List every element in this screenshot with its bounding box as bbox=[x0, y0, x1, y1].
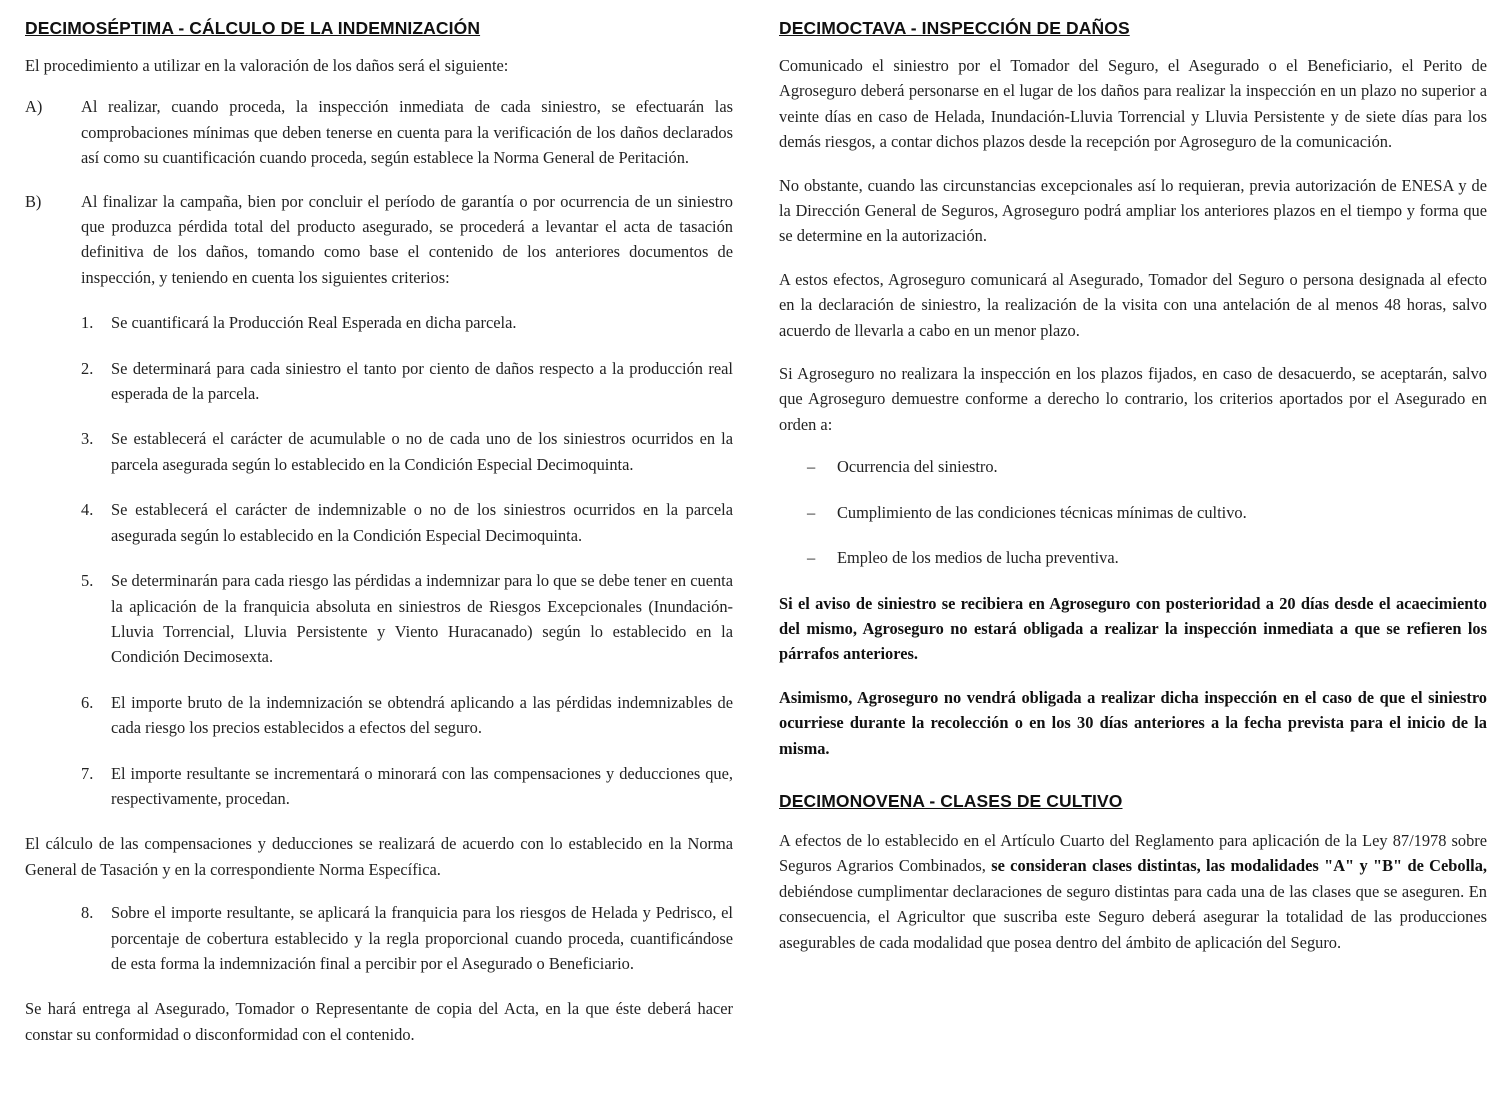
list-marker: 7. bbox=[81, 763, 94, 783]
list-item-text: Sobre el importe resultante, se aplicará la franquicia para los riesgos de Helada y Pedrisco, el porcentaje de cobertura establecido y la regla proporcional cuando proceda, cuantificándose de esta forma la indemnización final a percibir por el Asegurado o Beneficiario. bbox=[111, 903, 733, 973]
dash-item bbox=[779, 545, 1487, 570]
dash-marker: – bbox=[807, 457, 816, 477]
dash-marker: – bbox=[807, 548, 816, 568]
list-item-text: Se establecerá el carácter de acumulable o no de cada uno de los siniestros ocurridos en la parcela asegurada según lo establecido en la Condición Especial Decimoquinta. bbox=[111, 429, 733, 474]
paragraph-bold-text: se consideran clases distintas, las modalidades "A" y "B" de Cebolla, bbox=[991, 856, 1487, 876]
paragraph-extension: No obstante, cuando las circunstancias excepcionales así lo requieran, previa autorización de ENESA y de la Dirección General de Seguros, Agroseguro podrá ampliar los anteriores plazos en el tiempo y forma que se determine en la autorización. bbox=[779, 175, 1487, 246]
dash-list bbox=[779, 454, 1487, 570]
list-marker: A) bbox=[25, 97, 43, 117]
section-heading-decimonovena: DECIMONOVENA - CLASES DE CULTIVO bbox=[779, 790, 1123, 811]
list-item-a bbox=[25, 94, 733, 170]
dash-item-text: Cumplimiento de las condiciones técnicas mínimas de cultivo. bbox=[837, 502, 1247, 522]
intro-paragraph: El procedimiento a utilizar en la valoración de los daños será el siguiente: bbox=[25, 56, 509, 75]
bold-paragraph-late-notice: Si el aviso de siniestro se recibiera en Agroseguro con posterioridad a 20 días desde el acaecimiento del mismo, Agroseguro no estará obligada a realizar la inspección inmediata a que se refieren los párrafos anteriores. bbox=[779, 593, 1487, 664]
dash-marker: – bbox=[807, 502, 816, 522]
list-item-text: Se determinará para cada siniestro el tanto por ciento de daños respecto a la producción real esperada de la parcela. bbox=[111, 358, 733, 404]
list-item-text: Se cuantificará la Producción Real Esperada en dicha parcela. bbox=[111, 313, 517, 333]
list-marker: 4. bbox=[81, 500, 94, 520]
criteria-item-6 bbox=[25, 690, 733, 741]
section-heading-decimoseptima: DECIMOSÉPTIMA - CÁLCULO DE LA INDEMNIZACIÓN bbox=[25, 18, 481, 38]
left-column bbox=[25, 0, 733, 1047]
list-item-text: Se establecerá el carácter de indemnizable o no de los siniestros ocurridos en la parcela asegurada según lo establecido en la Condición Especial Decimoquinta. bbox=[111, 500, 733, 545]
list-marker: B) bbox=[25, 191, 42, 211]
list-item-b bbox=[25, 189, 733, 291]
criteria-item-7 bbox=[25, 761, 733, 812]
dash-item bbox=[779, 454, 1487, 479]
criteria-item-3 bbox=[25, 426, 733, 477]
calculation-paragraph: El cálculo de las compensaciones y deducciones se realizará de acuerdo con lo establecido en la Norma General de Tasación y en la correspondiente Norma Específica. bbox=[25, 834, 733, 879]
closing-paragraph: Se hará entrega al Asegurado, Tomador o Representante de copia del Acta, en la que éste deberá hacer constar su conformidad o disconformidad con el contenido. bbox=[25, 999, 733, 1044]
list-item-text: Al realizar, cuando proceda, la inspección inmediata de cada siniestro, se efectuarán las comprobaciones mínimas que deben tenerse en cuenta para la verificación de los daños declarados así como su cuantificación cuando proceda, según establece la Norma General de Peritación. bbox=[81, 97, 733, 168]
criteria-item-1 bbox=[25, 310, 733, 335]
dash-item bbox=[779, 500, 1487, 525]
criteria-item-8 bbox=[25, 900, 733, 976]
list-marker: 1. bbox=[81, 313, 94, 333]
list-marker: 6. bbox=[81, 692, 94, 712]
criteria-item-5 bbox=[25, 568, 733, 670]
dash-item-text: Empleo de los medios de lucha preventiva. bbox=[837, 548, 1119, 568]
list-item-text: Se determinarán para cada riesgo las pérdidas a indemnizar para lo que se debe tener en cuenta la aplicación de la franquicia absoluta en siniestros de Riesgos Excepcionales (Inundación-Lluvia Torrencial, Lluvia Persistente y Viento Huracanado) según lo establecido en la Condición Decimosexta. bbox=[111, 571, 733, 667]
paragraph-text: A efectos de lo establecido en el Artículo Cuarto del Reglamento para aplicación de la Ley 87/1978 sobre Seguros Agrarios Combinados, bbox=[779, 830, 1487, 876]
paragraph-communication: Comunicado el siniestro por el Tomador del Seguro, el Asegurado o el Beneficiario, el Perito de Agroseguro deberá personarse en el lugar de los daños para realizar la inspección en un plazo no superior a veinte días en caso de Helada, Inundación-Lluvia Torrencial y Lluvia Persistente y de siete días para los demás riesgos, a contar dichos plazos desde la recepción por Agroseguro de la comunicación. bbox=[779, 56, 1487, 152]
paragraph-crop-classes bbox=[779, 828, 1487, 955]
list-marker: 8. bbox=[81, 903, 94, 923]
paragraph-disagreement: Si Agroseguro no realizara la inspección en los plazos fijados, en caso de desacuerdo, se aceptarán, salvo que Agroseguro demuestre conforme a derecho lo contrario, los criterios aportados por el Asegurado en orden a: bbox=[779, 364, 1487, 434]
criteria-item-4 bbox=[25, 497, 733, 548]
list-item-text: El importe resultante se incrementará o minorará con las compensaciones y deducciones que, respectivamente, procedan. bbox=[111, 763, 733, 808]
right-column bbox=[779, 0, 1487, 955]
criteria-list bbox=[25, 310, 733, 811]
dash-item-text: Ocurrencia del siniestro. bbox=[837, 457, 998, 477]
section-heading-decimoctava: DECIMOCTAVA - INSPECCIÓN DE DAÑOS bbox=[779, 18, 1130, 38]
list-marker: 5. bbox=[81, 571, 94, 591]
list-item-text: El importe bruto de la indemnización se obtendrá aplicando a las pérdidas indemnizables de cada riesgo los precios establecidos a efectos del seguro. bbox=[111, 692, 733, 738]
list-marker: 3. bbox=[81, 429, 94, 449]
paragraph-text: debiéndose cumplimentar declaraciones de seguro distintas para cada una de las clases que se aseguren. En consecuencia, el Agricultor que suscriba este Seguro deberá asegurar la totalidad de las producciones asegurables de cada modalidad que posea dentro del ámbito de aplicación del Seguro. bbox=[779, 881, 1487, 952]
list-marker: 2. bbox=[81, 358, 94, 378]
criteria-item-2 bbox=[25, 356, 733, 407]
paragraph-notice: A estos efectos, Agroseguro comunicará al Asegurado, Tomador del Seguro o persona designada al efecto en la declaración de siniestro, la realización de la visita con una antelación de al menos 48 horas, salvo acuerdo de llevarla a cabo en un menor plazo. bbox=[779, 269, 1487, 340]
bold-paragraph-harvest: Asimismo, Agroseguro no vendrá obligada a realizar dicha inspección en el caso de que el siniestro ocurriese durante la recolección o en los 30 días anteriores a la fecha prevista para el inicio de la misma. bbox=[779, 687, 1487, 758]
list-item-text: Al finalizar la campaña, bien por concluir el período de garantía o por ocurrencia de un siniestro que produzca pérdida total del producto asegurado, se procederá a levantar el acta de tasación definitiva de los daños, tomando como base el contenido de los anteriores documentos de inspección, y teniendo en cuenta los siguientes criterios: bbox=[81, 191, 733, 287]
